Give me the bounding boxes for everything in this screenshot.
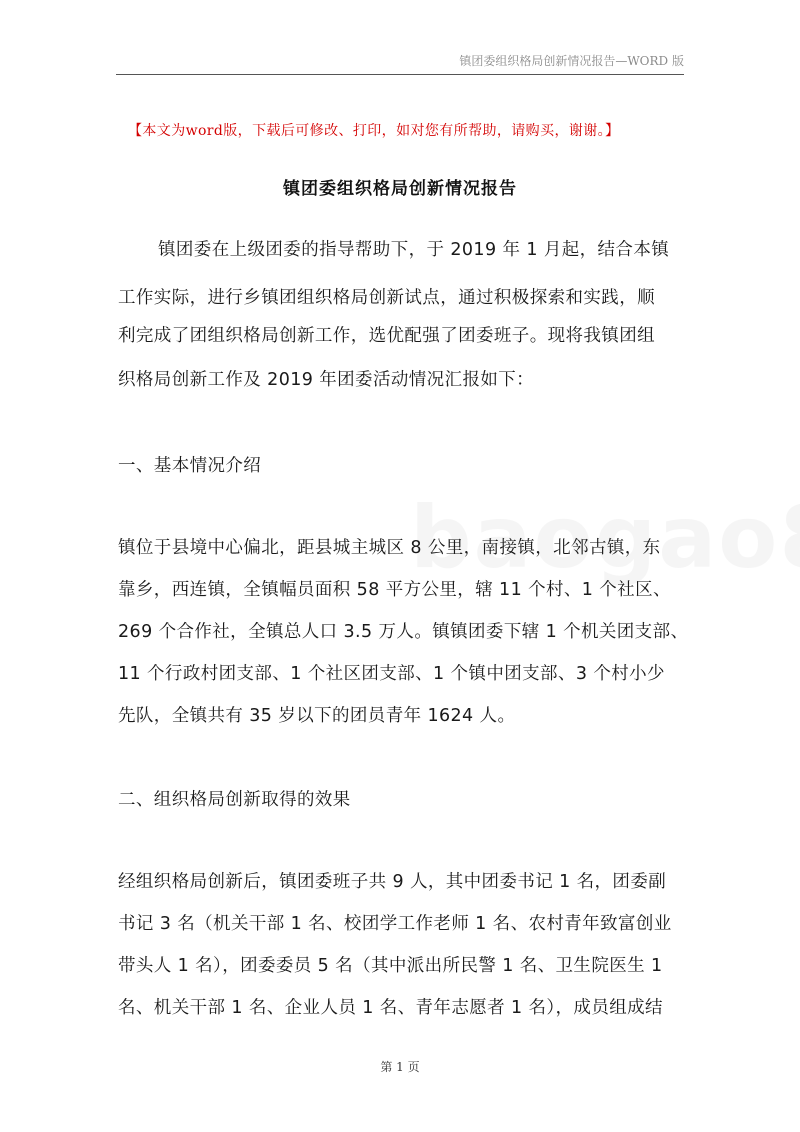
section-heading: 二、组织格局创新取得的效果 (118, 790, 351, 810)
intro-line: 镇团委在上级团委的指导帮助下，于 2019 年 1 月起，结合本镇 (158, 240, 670, 260)
intro-line: 工作实际，进行乡镇团组织格局创新试点，通过积极探索和实践，顺 (118, 288, 655, 308)
section1-line: 镇位于县境中心偏北，距县城主城区 8 公里，南接镇，北邻古镇，东 (118, 538, 661, 558)
purchase-notice: 【本文为word版，下载后可修改、打印，如对您有所帮助，请购买，谢谢。】 (128, 123, 620, 139)
header-divider (116, 74, 684, 75)
intro-line: 织格局创新工作及 2019 年团委活动情况汇报如下： (118, 370, 535, 390)
section2-line: 书记 3 名（机关干部 1 名、校团学工作老师 1 名、农村青年致富创业 (118, 914, 672, 934)
section1-line: 11 个行政村团支部、1 个社区团支部、1 个镇中团支部、3 个村小少 (118, 664, 665, 684)
running-header: 镇团委组织格局创新情况报告—WORD 版 (459, 54, 684, 68)
section1-line: 先队，全镇共有 35 岁以下的团员青年 1624 人。 (118, 706, 516, 726)
section2-line: 名、机关干部 1 名、企业人员 1 名、青年志愿者 1 名），成员组成结 (118, 998, 663, 1018)
section1-line: 269 个合作社，全镇总人口 3.5 万人。镇镇团委下辖 1 个机关团支部、 (118, 622, 689, 642)
section2-line: 经组织格局创新后，镇团委班子共 9 人，其中团委书记 1 名，团委副 (118, 872, 667, 892)
section1-line: 靠乡，西连镇，全镇幅员面积 58 平方公里，辖 11 个村、1 个社区、 (118, 580, 671, 600)
section-heading: 一、基本情况介绍 (118, 456, 262, 476)
section2-line: 带头人 1 名），团委委员 5 名（其中派出所民警 1 名、卫生院医生 1 (118, 956, 663, 976)
page-number: 第 1 页 (380, 1060, 420, 1074)
document-title: 镇团委组织格局创新情况报告 (283, 179, 517, 199)
intro-line: 利完成了团组织格局创新工作，选优配强了团委班子。现将我镇团组 (118, 326, 655, 346)
